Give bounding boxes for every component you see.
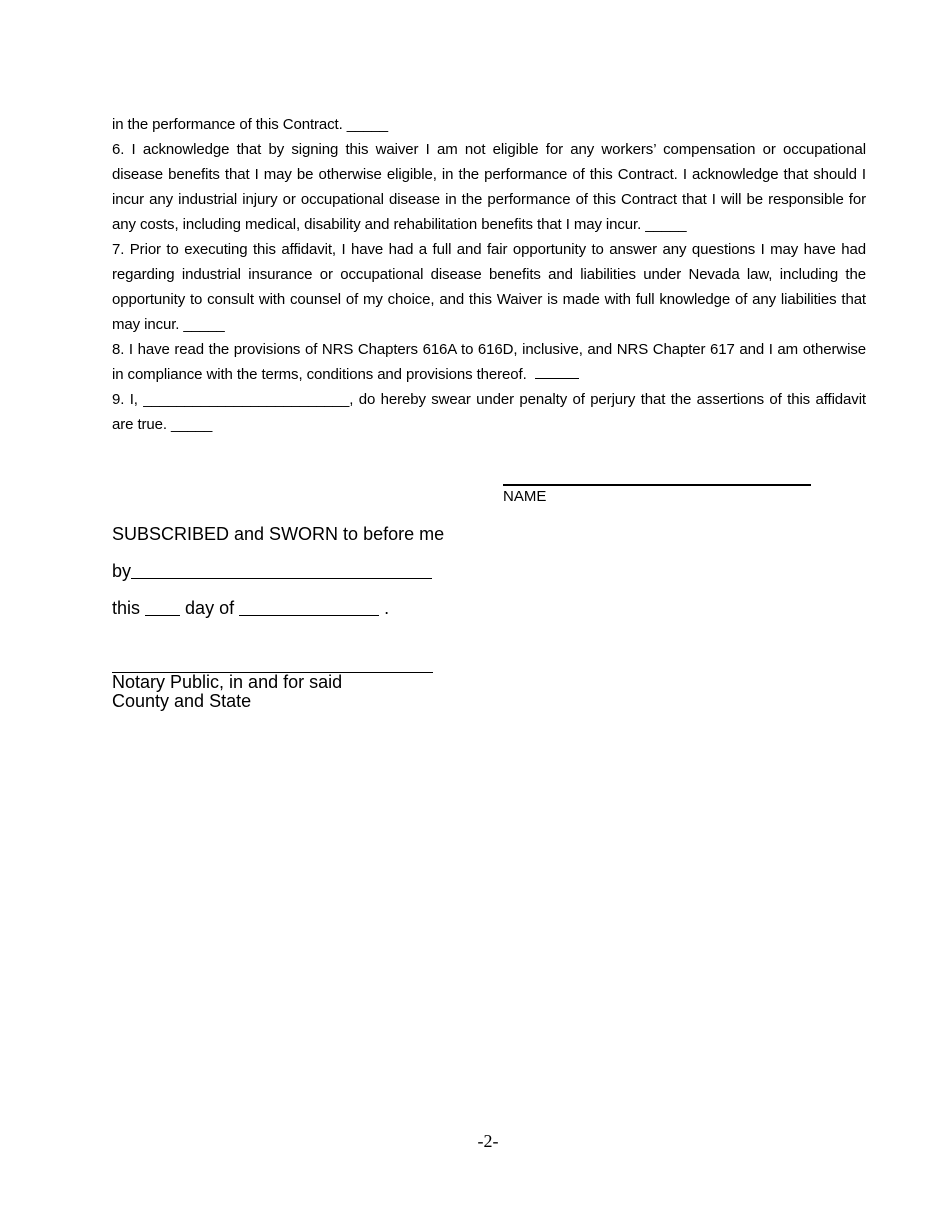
paragraph-6: 6. I acknowledge that by signing this waiver I am not eligible for any workers’ compensation or occupational disease benefits that I may be otherwise eligible, in the performance of this Contract. I acknowledge that should I incur any industrial injury or occupational disease in the performance of this Contract that I will be responsible for any costs, including medical, disability and rehabilitation benefits that I may incur. _____: [112, 141, 866, 233]
day-blank-line: [145, 599, 180, 616]
month-blank-line: [239, 599, 379, 616]
name-label: NAME: [503, 488, 547, 505]
by-row: [112, 561, 432, 581]
paragraph-continuation: in the performance of this Contract. _____: [112, 116, 388, 133]
date-row: [112, 598, 389, 618]
this-label: this: [112, 598, 141, 618]
by-label: by: [112, 561, 132, 581]
paragraph-8: [112, 337, 866, 387]
notary-caption-line-2: County and State: [112, 691, 252, 711]
day-of-label: day of: [185, 598, 235, 618]
paragraph-8-text: 8. I have read the provisions of NRS Chapters 616A to 616D, inclusive, and NRS Chapter 617 and I am otherwise in compliance with the terms, conditions and provisions thereof.: [112, 341, 866, 383]
signature-line: [503, 484, 811, 486]
paragraph-7: 7. Prior to executing this affidavit, I have had a full and fair opportunity to answer any questions I may have had regarding industrial insurance or occupational disease benefits and liabilities under Nevada law, including the opportunity to consult with counsel of my choice, and this Waiver is made with full knowledge of any liabilities that may incur. _____: [112, 241, 866, 333]
notary-caption-line-1: Notary Public, in and for said: [112, 672, 343, 692]
page-number: -2-: [477, 1131, 499, 1151]
signature-block: [503, 484, 811, 505]
subscribed-sworn-text: SUBSCRIBED and SWORN to before me: [112, 524, 445, 544]
paragraph-9: 9. I, _________________________, do hereby swear under penalty of perjury that the assertions of this affidavit are true. _____: [112, 391, 866, 433]
initial-blank-line: [535, 377, 579, 379]
by-blank-line: [131, 562, 432, 579]
period: .: [384, 598, 390, 618]
notary-caption: [112, 673, 342, 711]
affidavit-body: [112, 112, 866, 437]
